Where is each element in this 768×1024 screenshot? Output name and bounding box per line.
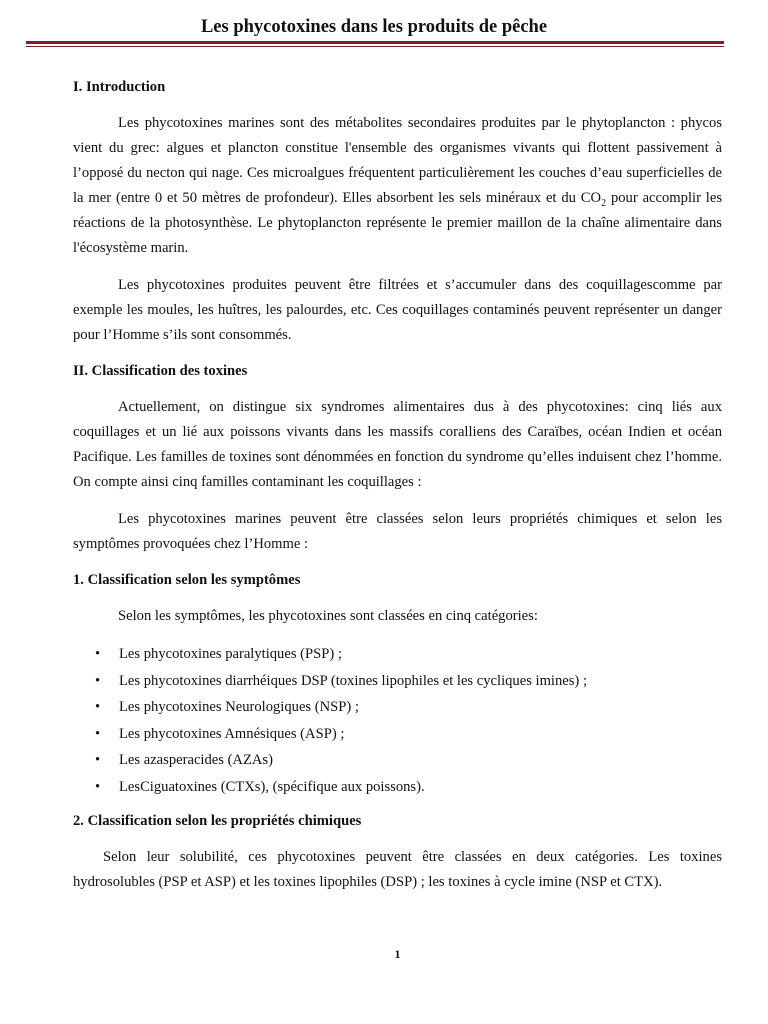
document-body [73, 76, 722, 907]
section-heading-introduction: I. Introduction [73, 79, 166, 95]
list-item-text: Les phycotoxines Amnésiques (ASP) ; [119, 725, 345, 742]
bullet-icon: • [95, 646, 101, 662]
list-item [73, 694, 722, 721]
list-item [73, 747, 722, 774]
list-item-text: Les phycotoxines paralytiques (PSP) ; [119, 646, 342, 662]
section-heading-classification: II. Classification des toxines [73, 363, 248, 379]
list-item [73, 774, 722, 801]
list-item-text: Les azasperacides (AZAs) [119, 752, 273, 768]
title-rule-thin [26, 46, 724, 47]
classification-paragraph-2: Les phycotoxines marines peuvent être classées selon leurs propriétés chimiques et selon les symptômes provoquées chez l’Homme : [73, 511, 722, 552]
list-item-text: Les phycotoxines Neurologiques (NSP) ; [119, 699, 359, 715]
chemical-paragraph-1: Selon leur solubilité, ces phycotoxines peuvent être classées en deux catégories. Les toxines hydrosolubles (PSP et ASP) et les toxines lipophiles (DSP) ; les toxines à cycle imine (NSP et CTX). [73, 849, 722, 890]
section-heading-chemical: 2. Classification selon les propriétés chimiques [73, 813, 362, 829]
page-number: 1 [394, 947, 401, 961]
intro-paragraph-2: Les phycotoxines produites peuvent être filtrées et s’accumuler dans des coquillagescomme par exemple les moules, les huîtres, les palourdes, etc. Ces coquillages contaminés peuvent représenter un danger pour l’Homme s’ils sont consommés. [73, 277, 722, 343]
list-item [73, 641, 722, 668]
intro-paragraph-1-text-b: pour accomplir les réactions de la photosynthèse. Le phytoplancton représente le premier maillon de la chaîne alimentaire dans l'écosystème marin. [73, 190, 723, 256]
title-rule-thick [26, 41, 724, 44]
list-item-text: Les phycotoxines diarrhéiques DSP (toxines lipophiles et les cycliques imines) ; [119, 672, 587, 689]
symptoms-intro: Selon les symptômes, les phycotoxines sont classées en cinq catégories: [118, 608, 538, 624]
document-title: Les phycotoxines dans les produits de pêche [200, 17, 548, 37]
section-heading-symptoms: 1. Classification selon les symptômes [73, 572, 301, 588]
list-item-text: LesCiguatoxines (CTXs), (spécifique aux poissons). [119, 778, 425, 795]
symptoms-list [73, 641, 722, 800]
list-item [73, 721, 722, 748]
intro-paragraph-1 [73, 111, 722, 261]
bullet-icon: • [95, 672, 101, 689]
list-item [73, 668, 722, 695]
intro-paragraph-1-text-a: Les phycotoxines marines sont des métabolites secondaires produites par le phytoplancton : phycos vient du grec: algues et plancton constitue l'ensemble des organismes vivants qui flottent passivement à l’opposé du necton qui nage. Ces microalgues fréquentent particulièrement les couches d’eau superficielles de la mer (entre 0 et 50 mètres de profondeur). Elles absorbent les sels minéraux et du CO [73, 115, 722, 206]
co2-subscript: 2 [601, 197, 607, 209]
bullet-icon: • [95, 778, 101, 795]
bullet-icon: • [95, 725, 101, 742]
bullet-icon: • [95, 752, 101, 768]
classification-paragraph-1: Actuellement, on distingue six syndromes alimentaires dus à des phycotoxines: cinq liés aux coquillages et un lié aux poissons vivants dans les massifs coralliens des Caraïbes, océan Indien et océan Pacifique. Les familles de toxines sont dénommées en fonction du syndrome qu’elles induisent chez l’homme. On compte ainsi cinq familles contaminant les coquillages : [73, 399, 722, 490]
bullet-icon: • [95, 699, 101, 715]
